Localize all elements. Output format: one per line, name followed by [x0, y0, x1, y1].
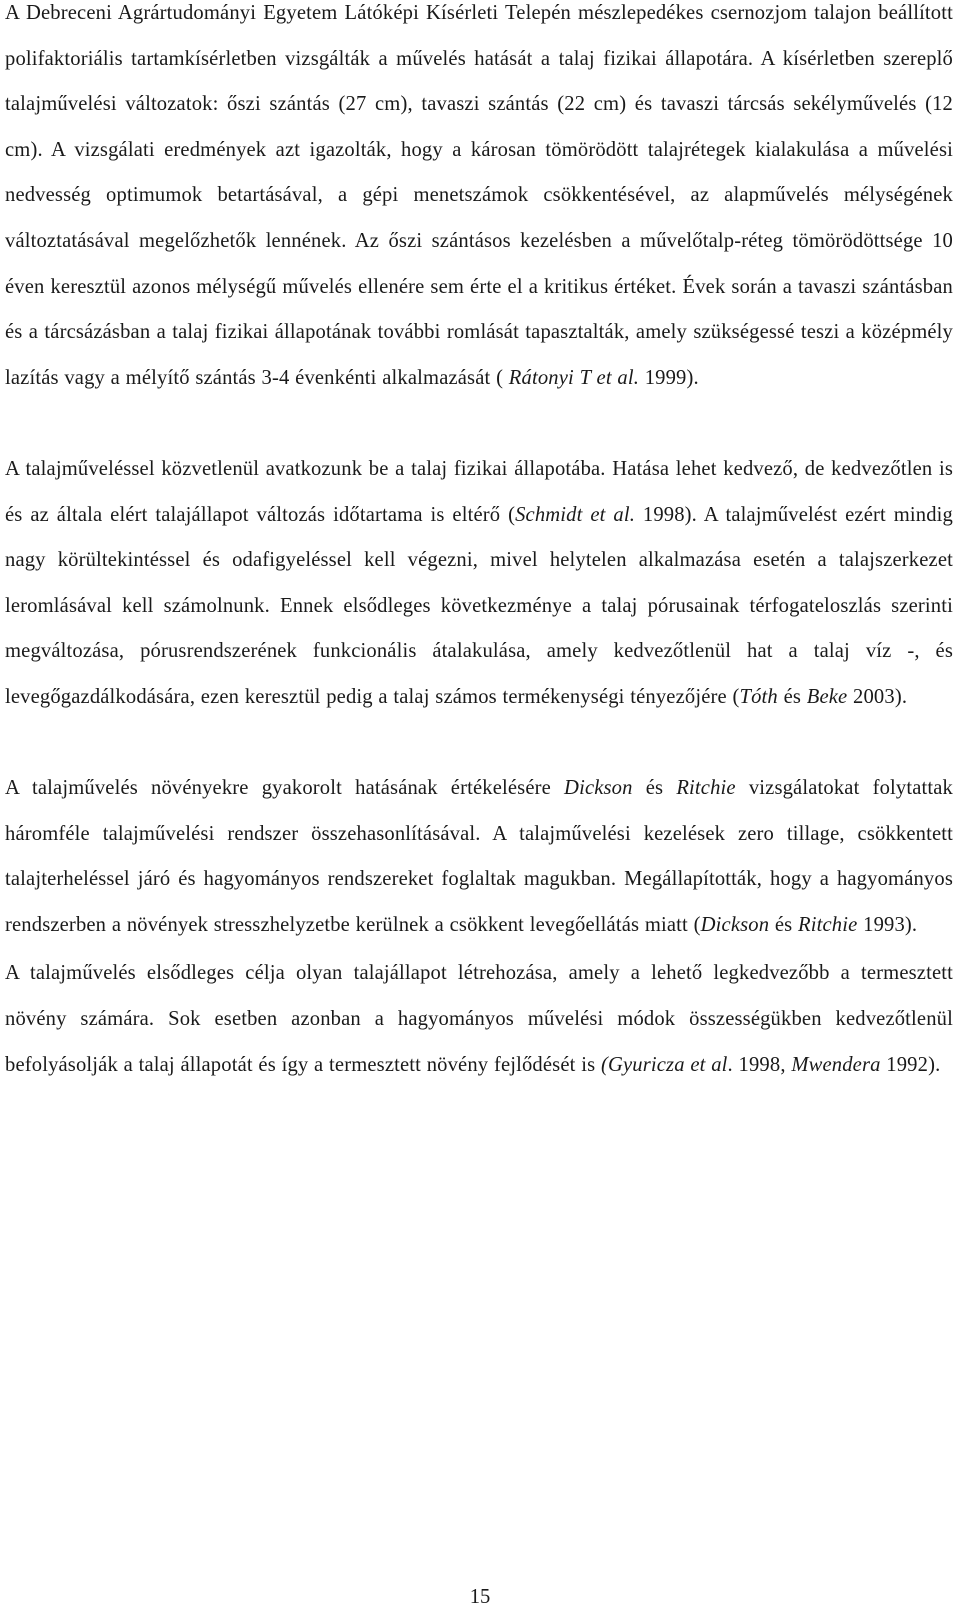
citation-text: Tóth: [739, 685, 778, 708]
body-text: és: [777, 685, 807, 708]
citation-text: Mwendera: [791, 1053, 881, 1076]
body-text: vizsgálatokat folytattak háromféle talajművelési rendszer összehasonlításával. A talajművelési kezelések zero tillage, csökkentett talajterheléssel járó és hagyományos rendszereket foglaltak magukban. Megállapították, hogy a hagyományos rendszerben a növények stresszhelyzetbe kerülnek a csökkent levegőellátás miatt (: [5, 777, 953, 936]
body-text: 2003).: [847, 685, 908, 708]
body-text: és: [769, 913, 799, 936]
citation-text: (Gyuricza et al: [600, 1053, 728, 1076]
citation-text: Rátonyi T et al.: [508, 366, 640, 389]
body-text: 1993).: [857, 913, 918, 936]
body-text: 1999).: [639, 366, 699, 389]
citation-text: Dickson: [700, 913, 770, 936]
body-text: A Debreceni Agrártudományi Egyetem Látóképi Kísérleti Telepén mészlepedékes csernozjom talajon beállított polifaktoriális tartamkísérletben vizsgálták a művelés hatását a talaj fizikai állapotára. A kísérletben szereplő talajművelési változatok: őszi szántás (27 cm), tavaszi szántás (22 cm) és tavaszi tárcsás sekélyművelés (12 cm). A vizsgálati eredmények azt igazolták, hogy a károsan tömörödött talajrétegek kialakulása a művelési nedvesség optimumok betartásával, a gépi menetszámok csökkentésével, az alapművelés mélységének változtatásával megelőzhetők lennének. Az őszi szántásos kezelésben a művelőtalp-réteg tömörödöttsége 10 éven keresztül azonos mélységű művelés ellenére sem érte el a kritikus értéket. Évek során a tavaszi szántásban és a tárcsázásban a talaj fizikai állapotának további romlását tapasztalták, amely szükségessé teszi a középmély lazítás vagy a mélyítő szántás 3-4 évenkénti alkalmazását (: [5, 2, 953, 389]
body-text: A talajművelés növényekre gyakorolt hatásának értékelésére: [5, 777, 565, 800]
citation-text: Beke: [806, 685, 848, 708]
paragraph-tillage-goal: [5, 951, 953, 1088]
citation-text: Schmidt et al.: [515, 503, 636, 526]
document-page: [5, 0, 953, 1088]
paragraph-dickson-ritchie: [5, 766, 953, 948]
body-text: és: [632, 777, 677, 800]
body-text: A talajműveléssel közvetlenül avatkozunk be a talaj fizikai állapotába. Hatása lehet kedvező, de kedvezőtlen is és az általa elért talajállapot változás időtartama is eltérő (: [5, 457, 953, 526]
page-number: 15: [469, 1586, 491, 1608]
body-text: A talajművelés elsődleges célja olyan talajállapot létrehozása, amely a lehető legkedvezőbb a termesztett növény számára. Sok esetben azonban a hagyományos művelési módok összességükben kedvezőtlenül befolyásolják a talaj állapotát és így a termesztett növény fejlődését is: [5, 962, 953, 1076]
body-text: 1992).: [880, 1053, 941, 1076]
citation-text: Dickson: [564, 777, 633, 800]
paragraph-debrecen-experiment: [5, 0, 953, 401]
paragraph-tillage-soil-state: [5, 447, 953, 721]
body-text: 1998). A talajművelést ezért mindig nagy körültekintéssel és odafigyeléssel kell végezni, mivel helytelen alkalmazása esetén a talajszerkezet leromlásával kell számolnunk. Ennek elsődleges következménye a talaj pórusainak térfogateloszlás szerinti megváltozása, pórusrendszerének funkcionális átalakulása, amely kedvezőtlenül hat a talaj víz -, és levegőgazdálkodására, ezen keresztül pedig a talaj számos termékenységi tényezőjére (: [5, 503, 953, 708]
citation-text: Ritchie: [798, 913, 858, 936]
citation-text: Ritchie: [676, 777, 736, 800]
body-text: . 1998,: [727, 1053, 792, 1076]
